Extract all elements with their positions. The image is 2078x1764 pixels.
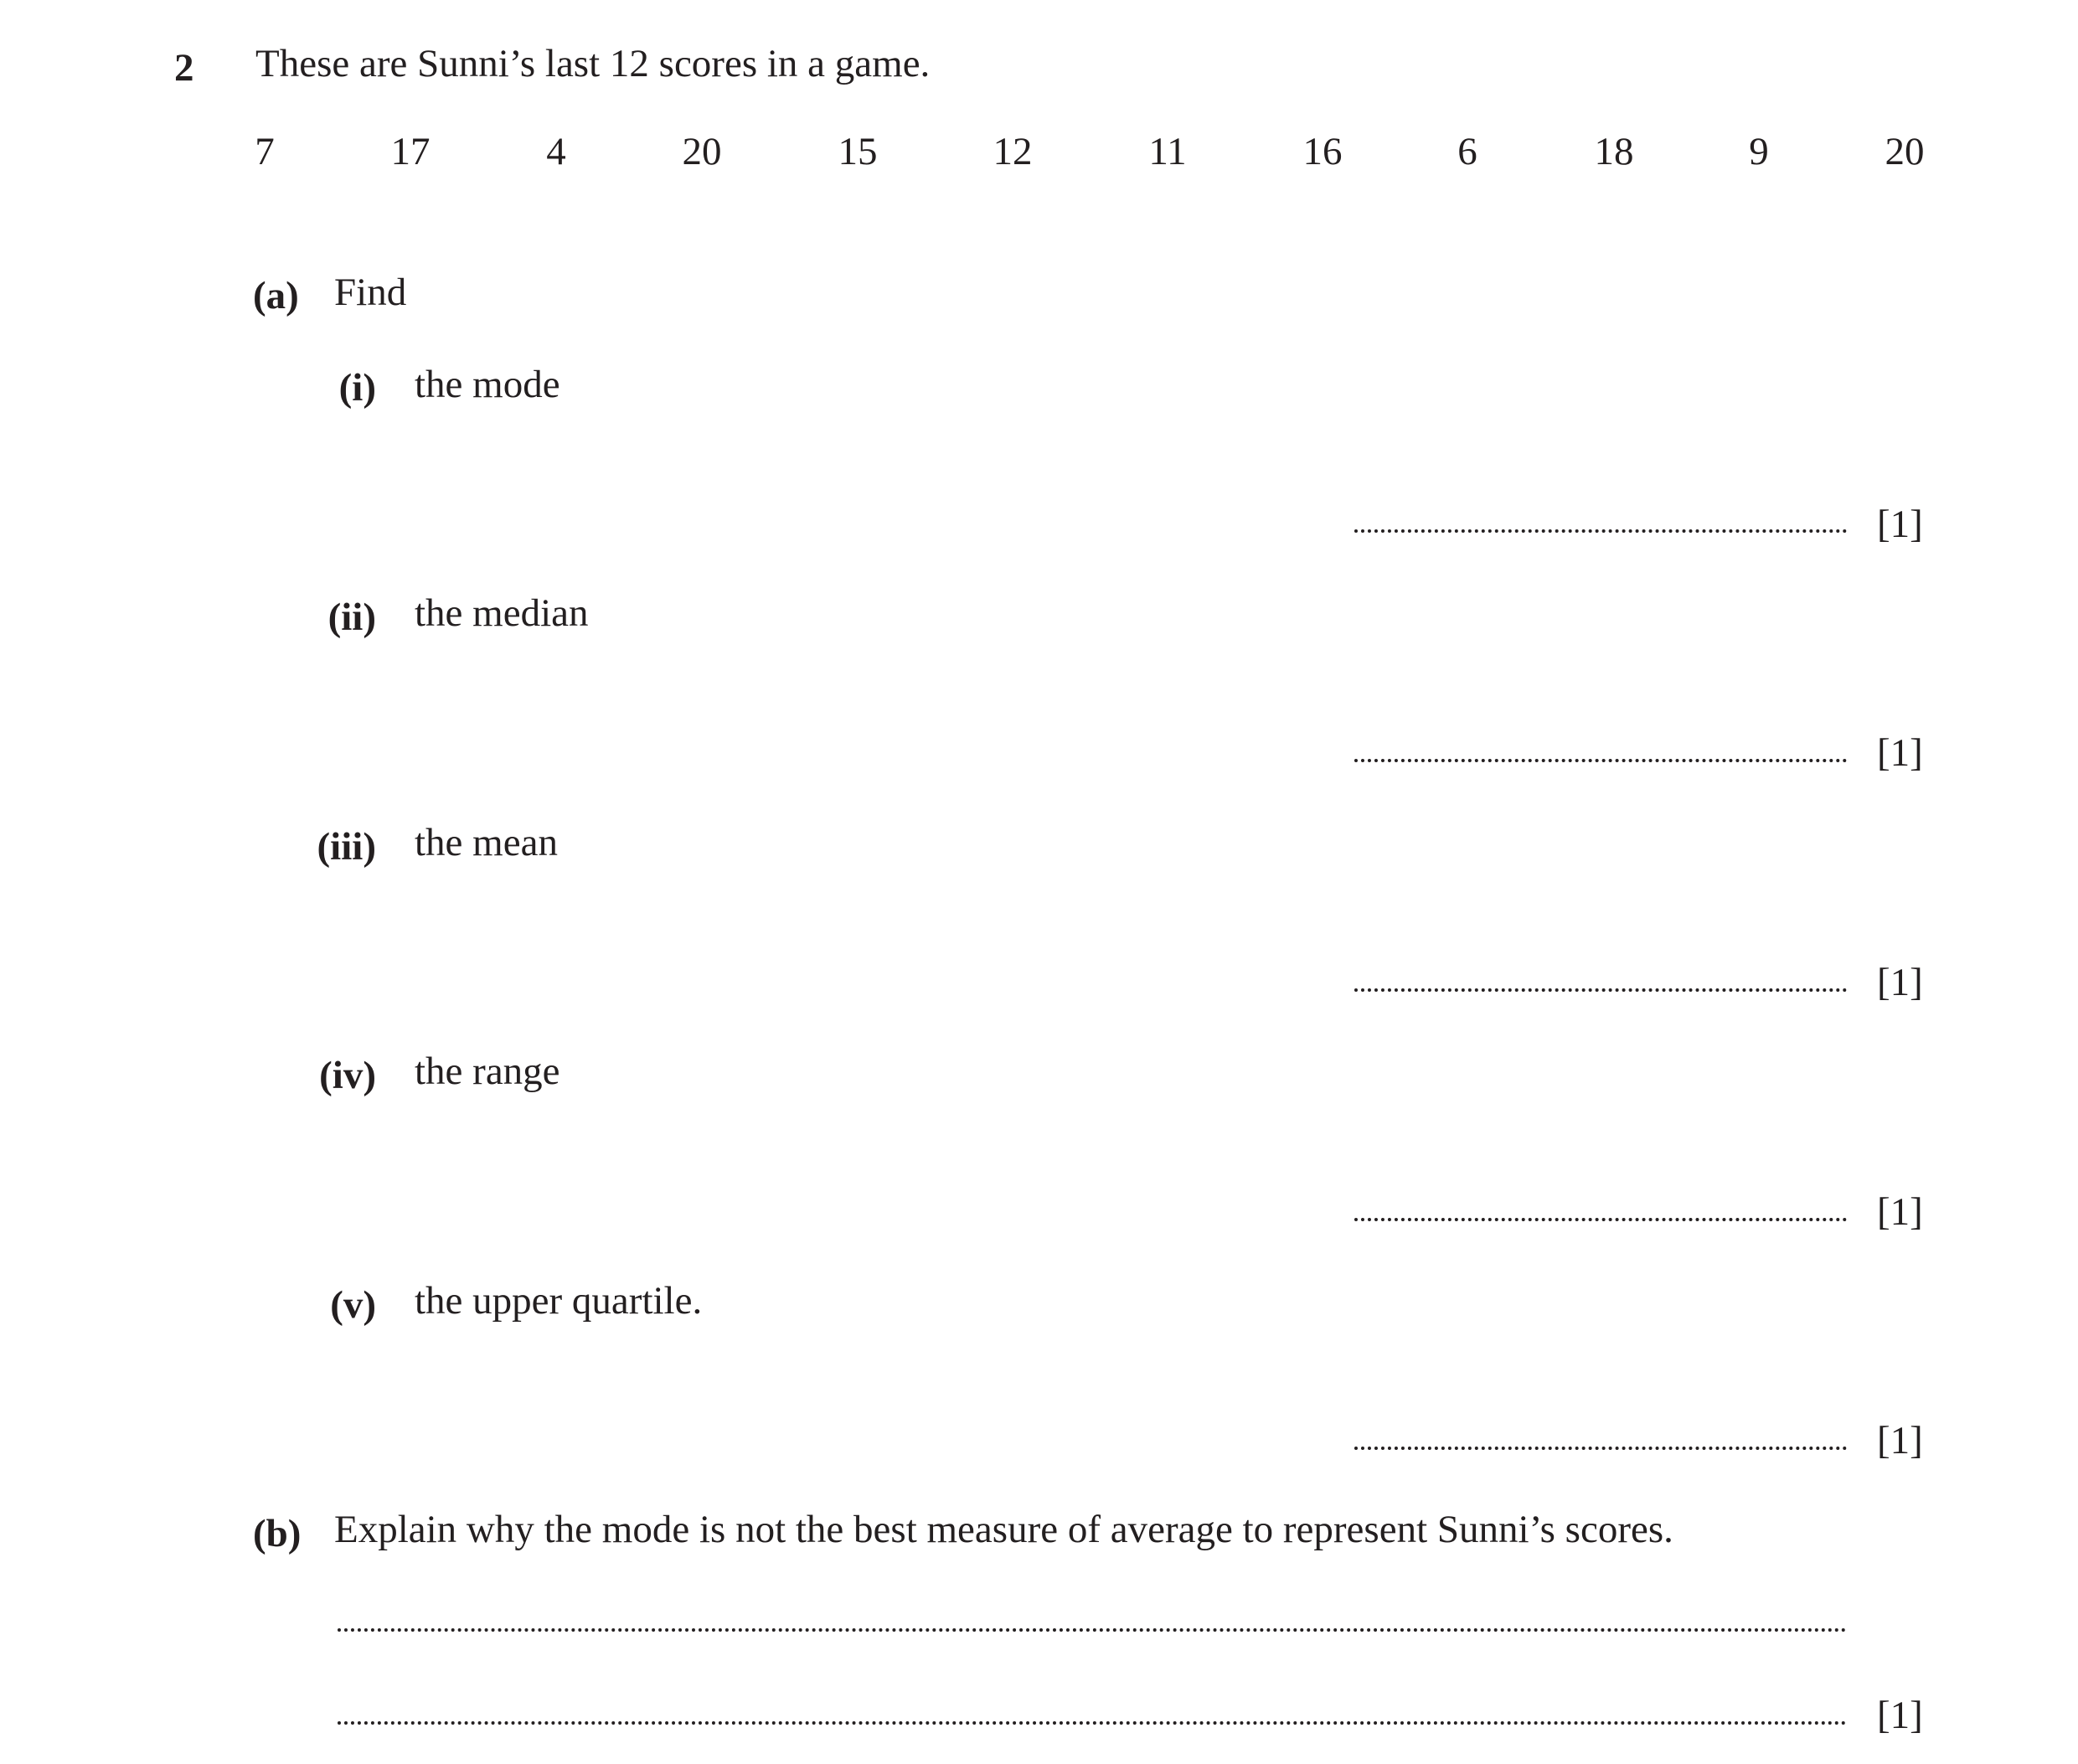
answer-line[interactable] bbox=[1354, 988, 1847, 992]
score-value: 18 bbox=[1594, 130, 1634, 173]
marks-label: [1] bbox=[1877, 503, 1923, 546]
subpart-label: (iii) bbox=[317, 825, 376, 869]
subpart-label: (v) bbox=[330, 1283, 376, 1327]
subpart-text: the mode bbox=[415, 363, 560, 406]
subpart-text: the median bbox=[415, 591, 589, 635]
marks-label: [1] bbox=[1877, 1190, 1923, 1234]
subpart-label: (i) bbox=[338, 366, 376, 410]
marks-label: [1] bbox=[1877, 731, 1923, 775]
subpart-label: (ii) bbox=[327, 596, 376, 639]
score-value: 11 bbox=[1148, 130, 1187, 173]
marks-label: [1] bbox=[1877, 961, 1923, 1004]
answer-line[interactable] bbox=[338, 1628, 1847, 1632]
question-stem: These are Sunni’s last 12 scores in a game. bbox=[255, 42, 931, 85]
marks-label: [1] bbox=[1877, 1694, 1923, 1737]
score-value: 20 bbox=[1885, 130, 1925, 173]
subpart-text: the mean bbox=[415, 821, 558, 864]
answer-line[interactable] bbox=[1354, 1447, 1847, 1450]
score-value: 12 bbox=[993, 130, 1033, 173]
score-value: 6 bbox=[1457, 130, 1477, 173]
subpart-text: the range bbox=[415, 1050, 560, 1093]
score-value: 15 bbox=[838, 130, 878, 173]
part-a-label: (a) bbox=[253, 274, 299, 317]
subpart-label: (iv) bbox=[319, 1054, 376, 1097]
part-b-text: Explain why the mode is not the best measure of average to represent Sunni’s scores. bbox=[334, 1508, 1673, 1551]
marks-label: [1] bbox=[1877, 1419, 1923, 1462]
part-b-label: (b) bbox=[253, 1512, 302, 1555]
answer-line[interactable] bbox=[1354, 529, 1847, 533]
answer-line[interactable] bbox=[338, 1721, 1847, 1725]
part-a-text: Find bbox=[334, 271, 407, 314]
score-value: 16 bbox=[1302, 130, 1343, 173]
score-value: 7 bbox=[255, 130, 275, 173]
answer-line[interactable] bbox=[1354, 759, 1847, 762]
score-value: 17 bbox=[390, 130, 431, 173]
score-value: 9 bbox=[1749, 130, 1769, 173]
score-value: 4 bbox=[546, 130, 566, 173]
answer-line[interactable] bbox=[1354, 1218, 1847, 1221]
score-value: 20 bbox=[682, 130, 722, 173]
subpart-text: the upper quartile. bbox=[415, 1279, 703, 1323]
question-number: 2 bbox=[174, 46, 194, 90]
